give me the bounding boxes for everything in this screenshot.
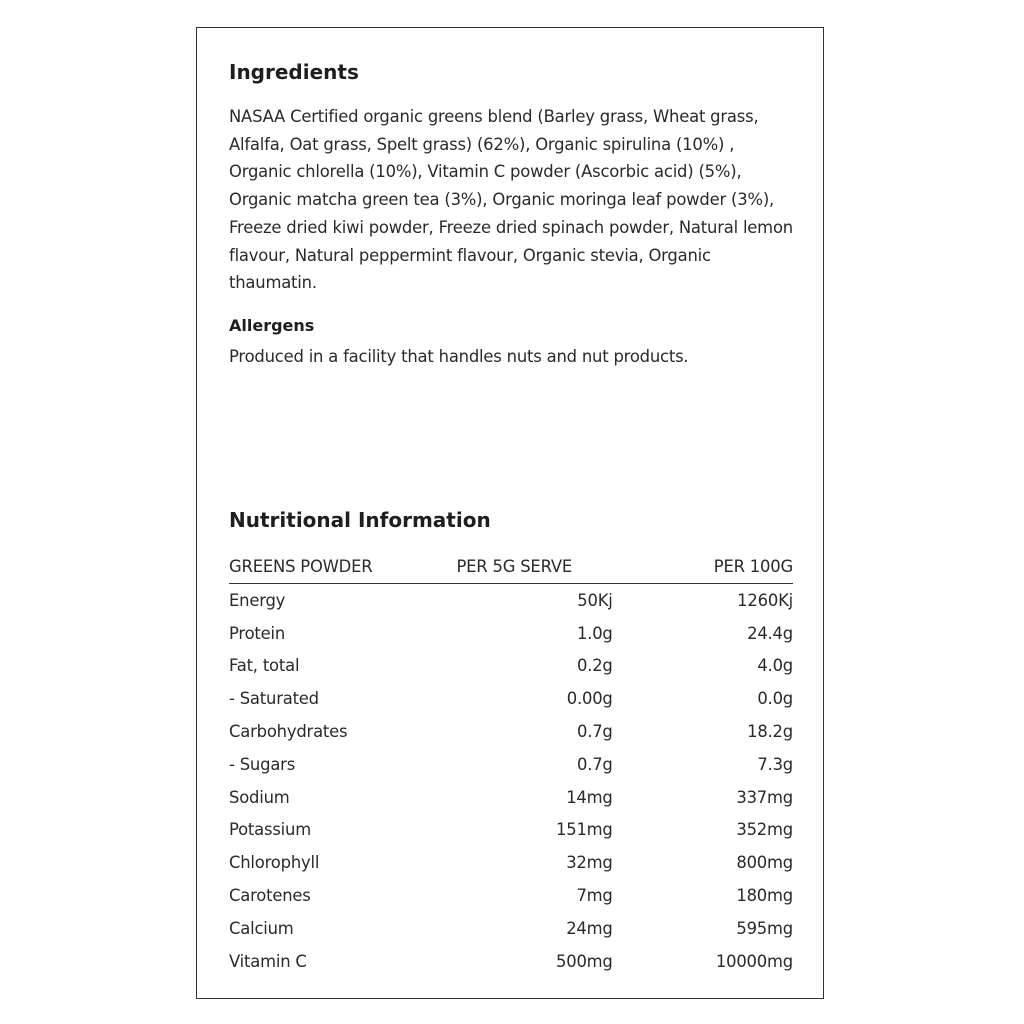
value-per-100g: 1260Kj (737, 590, 793, 610)
allergens-text: Produced in a facility that handles nuts and nut products. (229, 347, 689, 366)
nutrient-name: Potassium (229, 820, 311, 840)
nutrient-name: - Saturated (229, 689, 319, 709)
nutrition-table-header-row (229, 550, 793, 584)
table-row (229, 781, 793, 814)
value-per-serve: 0.00g (566, 689, 613, 709)
value-per-100g: 180mg (736, 886, 793, 906)
value-per-100g: 24.4g (747, 623, 793, 643)
nutrient-name: Protein (229, 623, 286, 643)
nutrition-heading: Nutritional Information (229, 508, 491, 532)
table-row (229, 846, 793, 879)
nutrition-table-body (229, 584, 793, 978)
table-row (229, 945, 793, 978)
nutrient-name: Vitamin C (229, 951, 307, 971)
value-per-100g: 595mg (736, 918, 793, 938)
value-per-100g: 7.3g (757, 754, 793, 774)
header-greens-powder: GREENS POWDER (229, 550, 419, 584)
ingredients-text: NASAA Certified organic greens blend (Barley grass, Wheat grass, Alfalfa, Oat grass, Spelt grass) (62%), Organic spirulina (10%) , Organic chlorella (10%), Vitamin C powder (Ascorbic acid) (5%), Organic matcha green tea (3%), Organic moringa leaf powder (3%), Freeze dried kiwi powder, Freeze dried spinach powder, Natural lemon flavour, Natural peppermint flavour, Organic stevia, Organic thaumatin. (229, 107, 793, 293)
nutrient-name: Fat, total (229, 656, 300, 676)
nutrient-name: Chlorophyll (229, 853, 320, 873)
nutrient-name: Carbohydrates (229, 722, 348, 742)
value-per-100g: 337mg (736, 787, 793, 807)
nutrient-name: Carotenes (229, 886, 311, 906)
value-per-serve: 24mg (566, 918, 613, 938)
value-per-100g: 18.2g (747, 722, 793, 742)
nutrition-table (229, 550, 793, 978)
value-per-serve: 32mg (566, 853, 613, 873)
value-per-100g: 800mg (736, 853, 793, 873)
header-per-serve: PER 5G SERVE (419, 550, 612, 584)
table-row (229, 879, 793, 912)
value-per-serve: 0.7g (576, 722, 613, 742)
value-per-serve: 0.2g (576, 656, 613, 676)
table-row (229, 748, 793, 781)
table-row (229, 715, 793, 748)
value-per-serve: 50Kj (577, 590, 613, 610)
nutrient-name: - Sugars (229, 754, 296, 774)
nutrient-name: Calcium (229, 918, 294, 938)
table-row (229, 584, 793, 617)
table-row (229, 617, 793, 650)
value-per-serve: 0.7g (576, 754, 613, 774)
allergens-heading: Allergens (229, 316, 315, 335)
value-per-100g: 0.0g (757, 689, 793, 709)
table-row (229, 650, 793, 683)
nutrient-name: Energy (229, 590, 286, 610)
value-per-100g: 4.0g (757, 656, 793, 676)
table-row (229, 682, 793, 715)
value-per-100g: 352mg (736, 820, 793, 840)
nutrition-label-card (196, 27, 824, 999)
table-row (229, 912, 793, 945)
nutrient-name: Sodium (229, 787, 290, 807)
header-per-100g: PER 100G (613, 550, 793, 584)
value-per-serve: 1.0g (576, 623, 613, 643)
value-per-serve: 500mg (555, 951, 613, 971)
value-per-100g: 10000mg (715, 951, 793, 971)
table-row (229, 814, 793, 847)
value-per-serve: 151mg (555, 820, 613, 840)
value-per-serve: 14mg (566, 787, 613, 807)
ingredients-heading: Ingredients (229, 60, 359, 84)
value-per-serve: 7mg (576, 886, 613, 906)
